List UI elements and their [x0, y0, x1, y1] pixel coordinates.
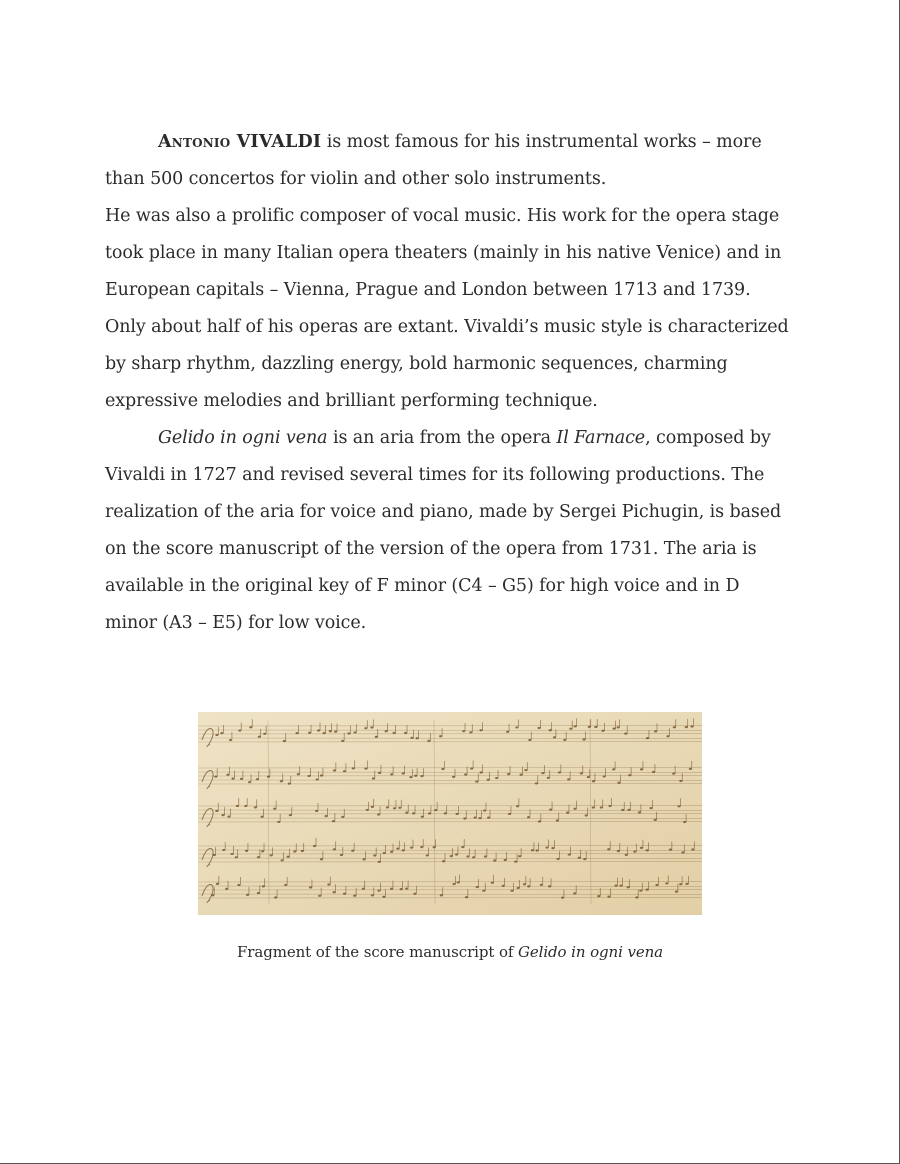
opera-title: Il Farnace — [556, 428, 646, 448]
paragraph-vocal-music: He was also a prolific composer of vocal music. His work for the opera stage took place in many Italian opera theaters (mainly in his native Venice) and in European capitals – Vienna, Prague and London between 1713 and 1739. Only about half of his operas are extant. Vivaldi’s music style is characterized by sharp rhythm, dazzling energy, bold harmonic sequences, charming expressive melodies and brilliant performing technique. — [105, 206, 789, 411]
manuscript-illustration — [198, 712, 702, 915]
paragraph-aria — [105, 420, 795, 642]
intro-text: is most famous for his instrumental works – more than 500 concertos for violin and other solo instruments. — [105, 132, 762, 189]
composer-name: Antonio VIVALDI — [158, 132, 322, 152]
caption-title: Gelido in ogni vena — [518, 943, 663, 961]
aria-text-b: , composed by Vivaldi in 1727 and revised several times for its following productions. The realization of the aria for voice and piano, made by Sergei Pichugin, is based on the score manuscript of the version of the opera from 1731. The aria is available in the original key of F minor (C4 – G5) for high voice and in D minor (A3 – E5) for low voice. — [105, 428, 782, 633]
caption-prefix: Fragment of the score manuscript of — [236, 943, 518, 961]
paragraph-vivaldi-intro — [105, 124, 795, 198]
aria-text-a: is an aria from the opera — [327, 428, 557, 448]
document-body — [105, 124, 795, 642]
aria-title: Gelido in ogni vena — [158, 428, 328, 448]
figure-caption — [0, 943, 900, 961]
score-manuscript-image — [198, 712, 702, 915]
